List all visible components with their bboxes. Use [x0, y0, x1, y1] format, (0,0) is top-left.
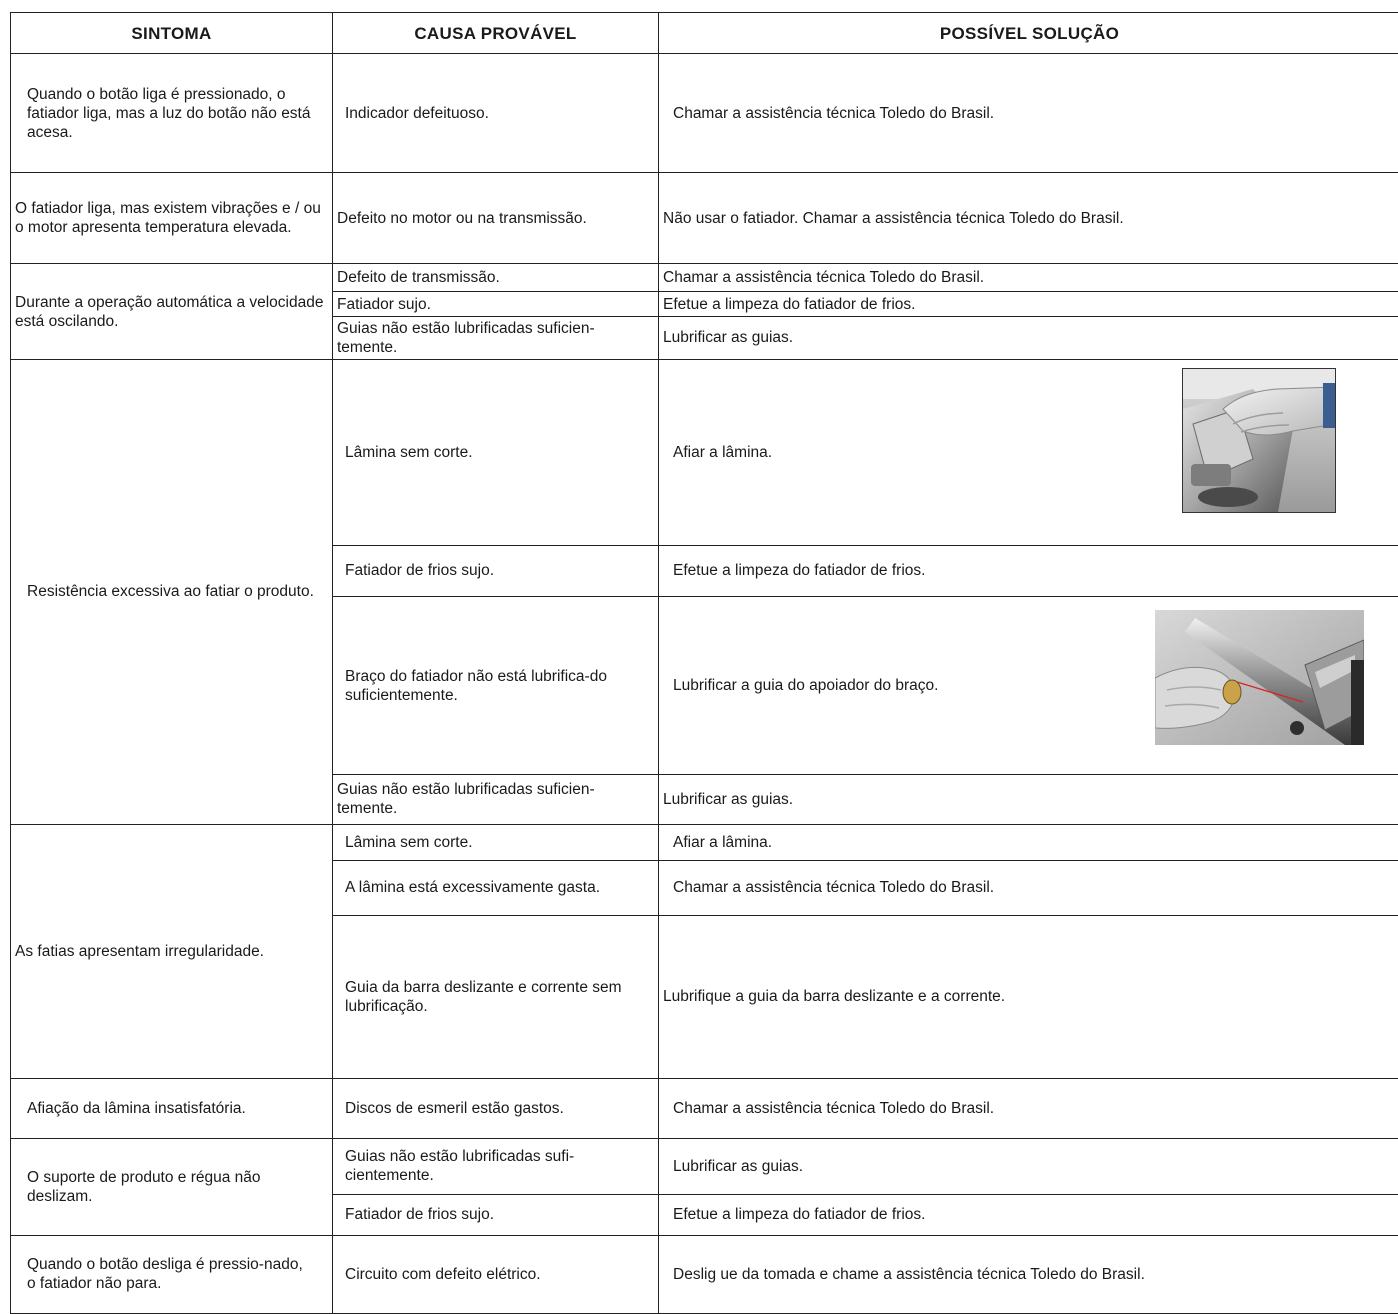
spray-lubricant-photo [1155, 610, 1364, 745]
cause-cell: Guias não estão lubrificadas suficien-temente. [333, 316, 659, 359]
solution-cell: Lubrifique a guia da barra deslizante e a corrente. [659, 915, 1398, 1078]
cause-cell: Guias não estão lubrificadas sufi-cientemente. [333, 1138, 659, 1194]
header-sintoma: SINTOMA [11, 13, 333, 54]
cause-cell: A lâmina está excessivamente gasta. [333, 861, 659, 916]
solution-text: Afiar a lâmina. [673, 443, 1388, 462]
cause-cell: Indicador defeituoso. [333, 54, 659, 173]
troubleshooting-table [10, 12, 1398, 1314]
cause-cell: Lâmina sem corte. [333, 824, 659, 860]
solution-cell: Efetue a limpeza do fatiador de frios. [659, 1194, 1398, 1235]
cause-cell: Lâmina sem corte. [333, 359, 659, 545]
cause-cell: Circuito com defeito elétrico. [333, 1235, 659, 1313]
solution-cell: Não usar o fatiador. Chamar a assistência técnica Toledo do Brasil. [659, 173, 1398, 264]
table-row [11, 359, 1398, 545]
table-row [11, 1235, 1398, 1313]
table-row [11, 824, 1398, 860]
cause-cell: Fatiador de frios sujo. [333, 545, 659, 597]
symptom-cell: Quando o botão liga é pressionado, o fatiador liga, mas a luz do botão não está acesa. [11, 54, 333, 173]
symptom-cell: Resistência excessiva ao fatiar o produto. [11, 359, 333, 824]
symptom-cell: Durante a operação automática a velocidade está oscilando. [11, 264, 333, 359]
symptom-cell: O suporte de produto e régua não deslizam. [11, 1138, 333, 1235]
solution-cell: Deslig ue da tomada e chame a assistência técnica Toledo do Brasil. [659, 1235, 1398, 1313]
solution-cell: Lubrificar as guias. [659, 1138, 1398, 1194]
gloved-hand-on-blade-photo [1182, 368, 1336, 513]
cause-cell: Discos de esmeril estão gastos. [333, 1078, 659, 1138]
solution-cell: Efetue a limpeza do fatiador de frios. [659, 292, 1398, 317]
cause-cell: Fatiador de frios sujo. [333, 1194, 659, 1235]
solution-cell: Chamar a assistência técnica Toledo do Brasil. [659, 54, 1398, 173]
solution-cell: Afiar a lâmina. [659, 824, 1398, 860]
solution-cell: Lubrificar as guias. [659, 775, 1398, 824]
cause-cell: Fatiador sujo. [333, 292, 659, 317]
solution-cell: Chamar a assistência técnica Toledo do Brasil. [659, 861, 1398, 916]
solution-text: Lubrificar a guia do apoiador do braço. [673, 676, 1388, 695]
symptom-cell: Afiação da lâmina insatisfatória. [11, 1078, 333, 1138]
table-row [11, 173, 1398, 264]
symptom-cell: Quando o botão desliga é pressio-nado, o fatiador não para. [11, 1235, 333, 1313]
solution-cell [659, 359, 1398, 545]
table-row [11, 1078, 1398, 1138]
header-possivel-solucao: POSSÍVEL SOLUÇÃO [659, 13, 1398, 54]
symptom-cell: As fatias apresentam irregularidade. [11, 824, 333, 1078]
header-causa-provavel: CAUSA PROVÁVEL [333, 13, 659, 54]
table-row [11, 1138, 1398, 1194]
solution-cell: Lubrificar as guias. [659, 316, 1398, 359]
symptom-cell: O fatiador liga, mas existem vibrações e / ou o motor apresenta temperatura elevada. [11, 173, 333, 264]
solution-cell: Chamar a assistência técnica Toledo do Brasil. [659, 1078, 1398, 1138]
solution-cell: Efetue a limpeza do fatiador de frios. [659, 545, 1398, 597]
cause-cell: Guia da barra deslizante e corrente sem lubrificação. [333, 915, 659, 1078]
solution-cell: Chamar a assistência técnica Toledo do Brasil. [659, 264, 1398, 292]
cause-cell: Guias não estão lubrificadas suficien-temente. [333, 775, 659, 824]
table-header-row [11, 13, 1398, 54]
cause-cell: Braço do fatiador não está lubrifica-do suficientemente. [333, 597, 659, 775]
table-row [11, 264, 1398, 292]
cause-cell: Defeito de transmissão. [333, 264, 659, 292]
table-row [11, 54, 1398, 173]
cause-cell: Defeito no motor ou na transmissão. [333, 173, 659, 264]
solution-cell [659, 597, 1398, 775]
